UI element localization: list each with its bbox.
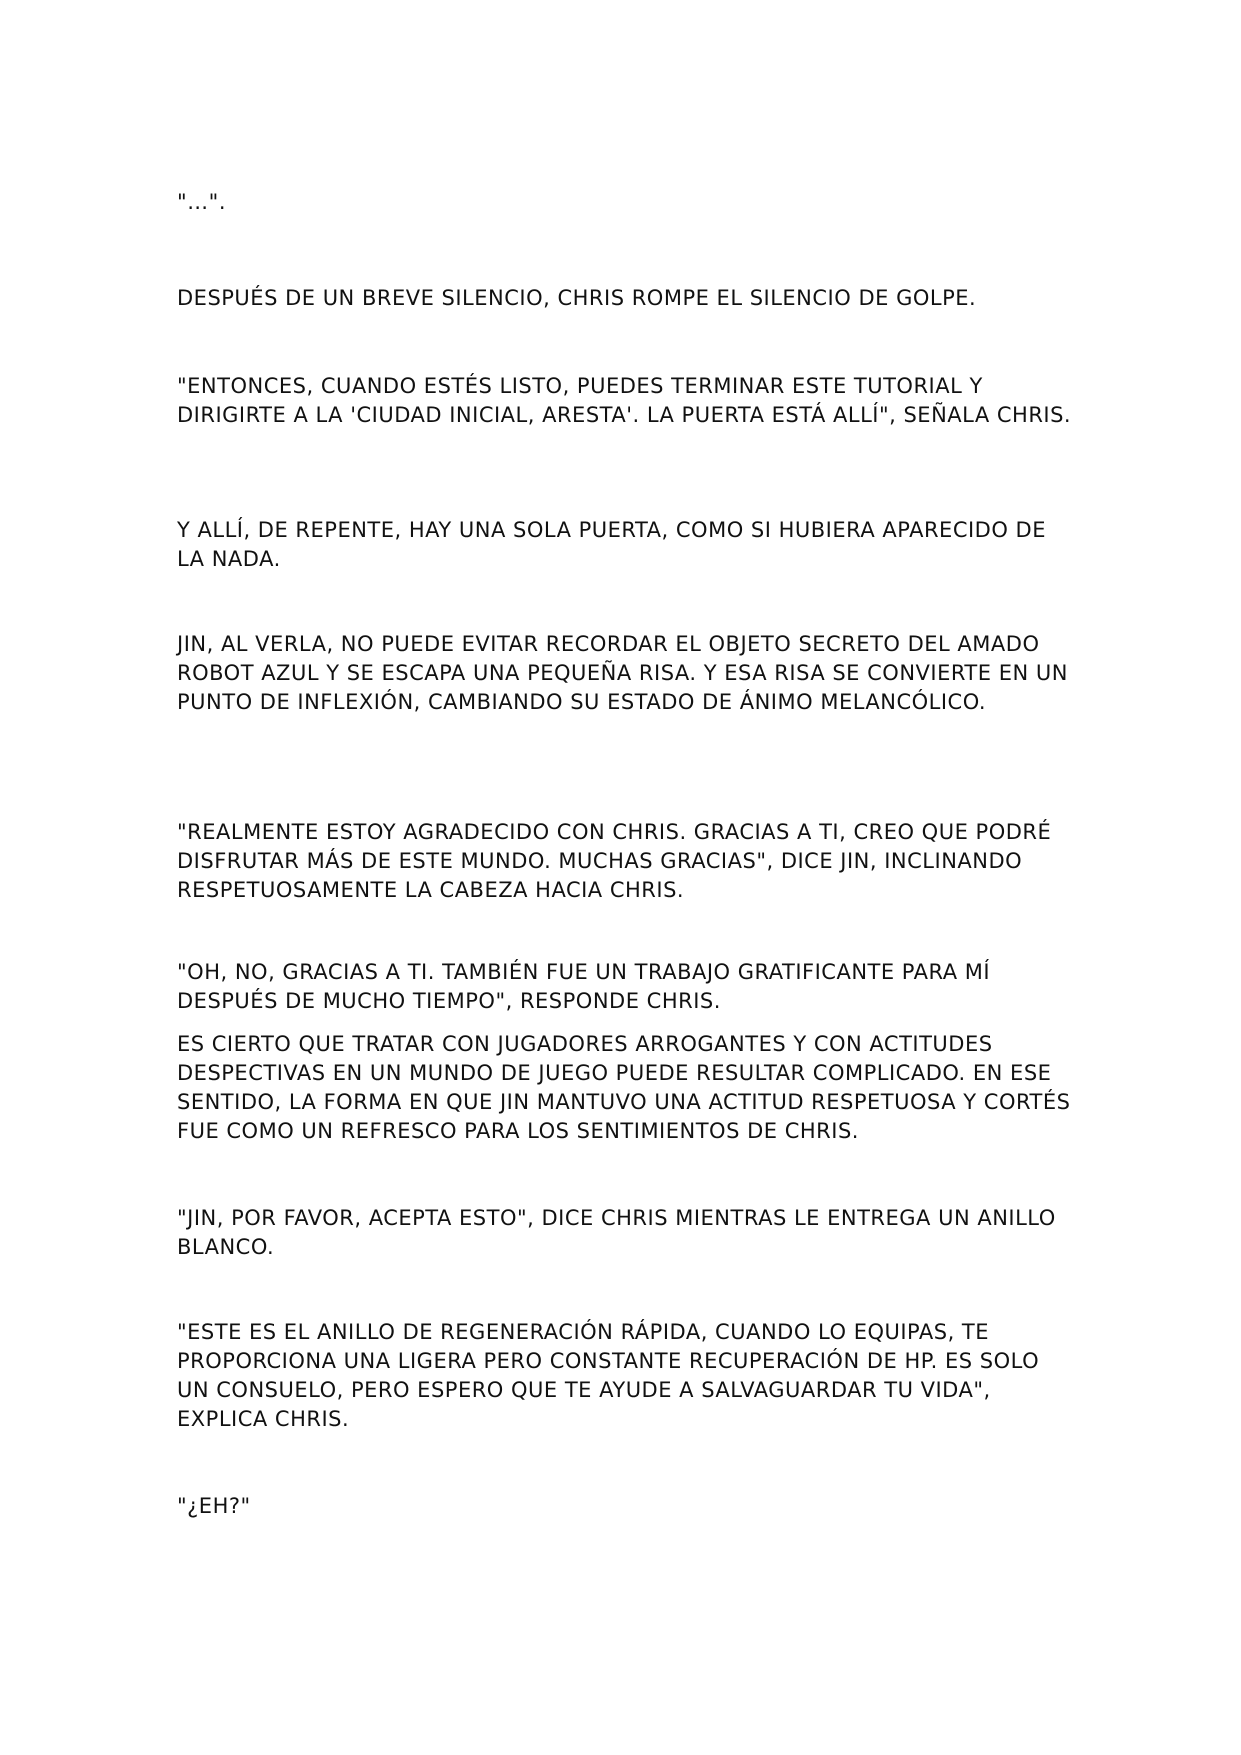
paragraph-single-door: Y ALLÍ, DE REPENTE, HAY UNA SOLA PUERTA, COMO SI HUBIERA APARECIDO DE LA NADA. bbox=[177, 518, 1046, 571]
paragraph-jin-laughs: JIN, AL VERLA, NO PUEDE EVITAR RECORDAR EL OBJETO SECRETO DEL AMADO ROBOT AZUL Y SE ESCAPA UNA PEQUEÑA RISA. Y ESA RISA SE CONVIERTE EN UN PUNTO DE INFLEXIÓN, CAMBIANDO SU ESTADO DE ÁNIMO MELANCÓLICO. bbox=[177, 632, 1068, 714]
paragraph-white-ring: "JIN, POR FAVOR, ACEPTA ESTO", DICE CHRIS MIENTRAS LE ENTREGA UN ANILLO BLANCO. bbox=[177, 1206, 1056, 1259]
paragraph-eh: "¿EH?" bbox=[177, 1494, 251, 1518]
paragraph-ring-explanation: "ESTE ES EL ANILLO DE REGENERACIÓN RÁPIDA, CUANDO LO EQUIPAS, TE PROPORCIONA UNA LIGERA PERO CONSTANTE RECUPERACIÓN DE HP. ES SOLO UN CONSUELO, PERO ESPERO QUE TE AYUDE A SALVAGUARDAR TU VIDA", EXPLICA CHRIS. bbox=[177, 1320, 1040, 1431]
paragraph-respectful-attitude: ES CIERTO QUE TRATAR CON JUGADORES ARROGANTES Y CON ACTITUDES DESPECTIVAS EN UN MUNDO DE JUEGO PUEDE RESULTAR COMPLICADO. EN ESE SENTIDO, LA FORMA EN QUE JIN MANTUVO UNA ACTITUD RESPETUOSA Y CORTÉS FUE COMO UN REFRESCO PARA LOS SENTIMIENTOS DE CHRIS. bbox=[177, 1032, 1071, 1143]
paragraph-chris-responds: "OH, NO, GRACIAS A TI. TAMBIÉN FUE UN TRABAJO GRATIFICANTE PARA MÍ DESPUÉS DE MUCHO TIEMPO", RESPONDE CHRIS. bbox=[177, 960, 991, 1013]
paragraph-brief-silence: DESPUÉS DE UN BREVE SILENCIO, CHRIS ROMPE EL SILENCIO DE GOLPE. bbox=[177, 286, 977, 310]
paragraph-chris-door: "ENTONCES, CUANDO ESTÉS LISTO, PUEDES TERMINAR ESTE TUTORIAL Y DIRIGIRTE A LA 'CIUDAD INICIAL, ARESTA'. LA PUERTA ESTÁ ALLÍ", SEÑALA CHRIS. bbox=[177, 374, 1072, 427]
paragraph-jin-thanks: "REALMENTE ESTOY AGRADECIDO CON CHRIS. GRACIAS A TI, CREO QUE PODRÉ DISFRUTAR MÁS DE ESTE MUNDO. MUCHAS GRACIAS", DICE JIN, INCLINANDO RESPETUOSAMENTE LA CABEZA HACIA CHRIS. bbox=[177, 820, 1052, 902]
paragraph-ellipsis: "…". bbox=[177, 190, 226, 214]
